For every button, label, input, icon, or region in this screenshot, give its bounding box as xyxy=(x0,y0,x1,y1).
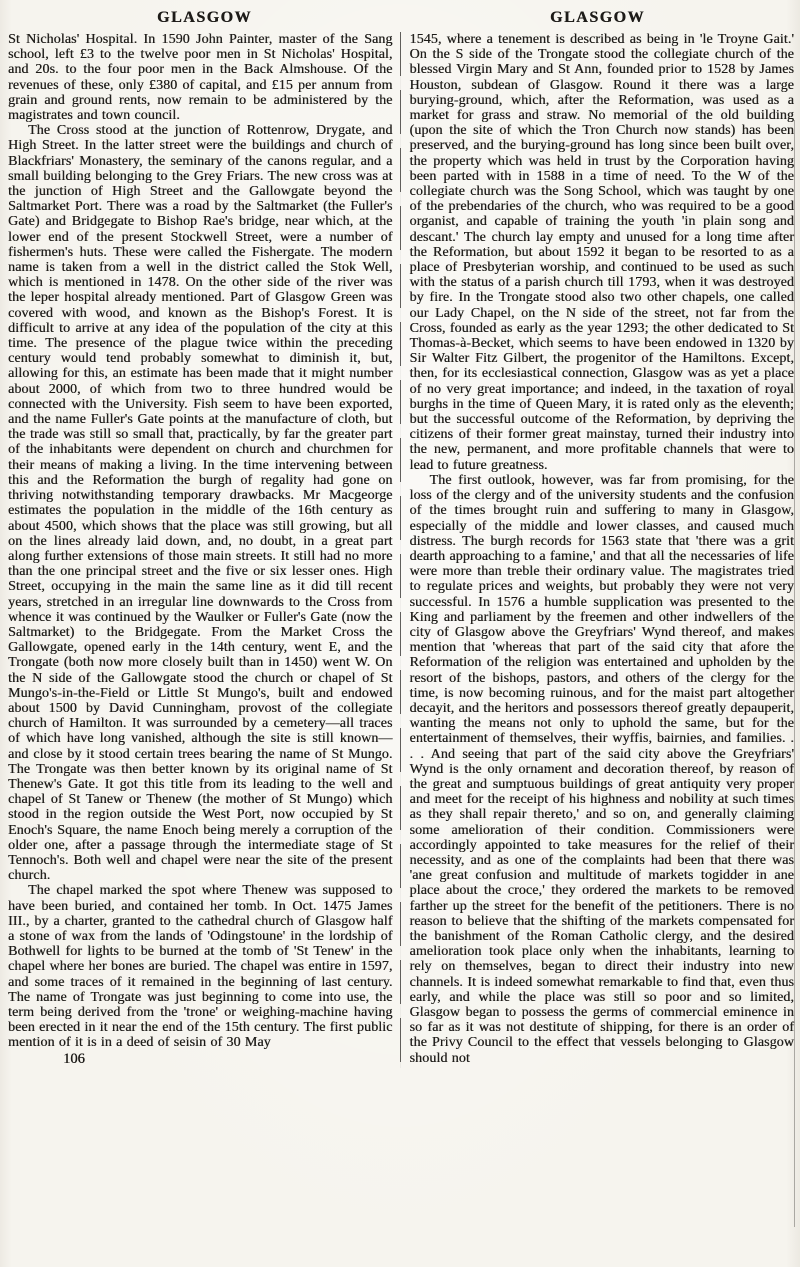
left-column xyxy=(8,32,400,1068)
paragraph: The chapel marked the spot where Thenew was supposed to have been buried, and contained her tomb. In Oct. 1475 James III., by a charter, granted to the cathedral church of Glasgow half a stone of wax from the lands of 'Odingstoune' in the lordship of Bothwell for lights to be burned at the tomb of 'St Tenew' in the chapel where her bones are buried. The chapel was entire in 1597, and some traces of it remained in the beginning of last century. The name of Trongate was just beginning to come into use, the term being derived from the 'trone' or weighing-machine having been erected in it near the end of the 15th century. The first public mention of it is in a deed of seisin of 30 May xyxy=(8,883,393,1051)
paragraph: The first outlook, however, was far from promising, for the loss of the clergy and of the university students and the confusion of the times brought ruin and suffering to many in Glasgow, especially of the middle and lower classes, and caused much distress. The burgh records for 1563 state that 'there was a grit dearth approaching to a famine,' and that all the necessaries of life were more than treble their ordinary value. The magistrates tried to regulate prices and weights, but probably they were not very successful. In 1576 a humble supplication was presented to the King and parliament by the freemen and other indwellers of the city of Glasgow above the Greyfriars' Wynd thereof, and makes mention that 'whereas that part of the said city that afore the Reformation of the religion was entertained and upholden by the resort of the bishops, pastors, and others of the clergy for the time, is now becoming ruinous, and for the maist part altogether decayit, and the heritors and possessors thereof greatly depauperit, wanting the means not only to uphold the same, but for the entertainment of themselves, their wyffis, bairnies, and families. . . . And seeing that part of the said city above the Greyfriars' Wynd is the only ornament and decoration thereof, by reason of the great and sumptuous buildings of great antiquity very proper and meet for the receipt of his highness and nobility at such times as they shall repair thereto,' and so on, and generally claiming some amelioration of their condition. Commissioners were accordingly appointed to take measures for the relief of their necessity, and as one of the complaints had been that there was 'ane great confusion and multitude of markets togidder in ane place about the croce,' they ordered the markets to be removed farther up the street for the benefit of the petitioners. There is no reason to believe that the shifting of the markets compensated for the banishment of the Roman Catholic clergy, and the desired amelioration took place only when the inhabitants, learning to rely on themselves, began to direct their industry into new channels. It is indeed somewhat remarkable to find that, even thus early, and while the place was still so poor and so limited, Glasgow began to possess the germs of commercial eminence in so far as it was not destitute of shipping, for there is an order of the Privy Council to the effect that vessels belonging to Glasgow should not xyxy=(409,472,794,1066)
page-number: 106 xyxy=(63,1050,85,1067)
running-heads xyxy=(0,0,800,29)
paragraph: St Nicholas' Hospital. In 1590 John Painter, master of the Sang school, left £3 to the twelve poor men in St Nicholas' Hospital, and 20s. to the four poor men in the Back Almshouse. Of the revenues of these, only £380 of capital, and £15 per annum from grain and ground rents, now remain to be administered by the magistrates and town council. xyxy=(8,32,393,124)
page-body xyxy=(0,29,800,1068)
paragraph: 1545, where a tenement is described as being in 'le Troyne Gait.' On the S side of the Trongate stood the collegiate church of the blessed Virgin Mary and St Ann, founded prior to 1528 by James Houston, subdean of Glasgow. Round it there was a large burying-ground, which, after the Reformation, was used as a market for grass and straw. No memorial of the old building (upon the site of which the Tron Church now stands) has been preserved, and the burying-ground has long since been built over, the property which was held in trust by the Corporation having been parted with in 1588 in a time of need. To the W of the collegiate church was the Song School, which was taught by one of the prebendaries of the church, who was required to be a good organist, and capable of training the youth 'in plain song and descant.' The church lay empty and unused for a long time after the Reformation, but about 1592 it began to be resorted to as a place of Presbyterian worship, and continued to be used as such with the status of a parish church till 1793, when it was destroyed by fire. In the Trongate stood also two other chapels, one called our Lady Chapel, on the N side of the street, not far from the Cross, founded as early as the year 1293; the other dedicated to St Thomas-à-Becket, which seems to have been endowed in 1320 by Sir Walter Fitz Gilbert, the progenitor of the Hamiltons. Except, then, for its ecclesiastical connection, Glasgow was as yet a place of no very great importance; and indeed, in the taxation of royal burghs in the time of Queen Mary, it is rated only as the eleventh; but the successful outcome of the Reformation, by depriving the citizens of their former great mainstay, turned their industry into the new, permanent, and more profitable channels that were to lead to future greatness. xyxy=(409,32,794,473)
paragraph: The Cross stood at the junction of Rottenrow, Drygate, and High Street. In the latter street were the buildings and church of Blackfriars' Monastery, the seminary of the canons regular, and a small building belonging to the Grey Friars. The new cross was at the junction of High Street and the Gallowgate beyond the Saltmarket Port. There was a road by the Saltmarket (the Fuller's Gate) and Bridgegate to Bishop Rae's bridge, near which, at the lower end of the present Stockwell Street, were a number of fishermen's huts. These were called the Fishergate. The modern name is taken from a well in the district called the Stok Well, which is mentioned in 1478. On the other side of the river was the leper hospital already mentioned. Part of Glasgow Green was covered with wood, and known as the Bishop's Forest. It is difficult to arrive at any idea of the population of the city at this time. The presence of the plague twice within the preceding century would tend probably somewhat to diminish it, but, allowing for this, an estimate has been made that it might number about 2000, of which from two to three hundred would be connected with the University. Fish seem to have been exported, and the name Fuller's Gate points at the manufacture of cloth, but the trade was still so small that, practically, by far the greater part of the inhabitants were dependent on church and churchmen for their means of making a living. In the time intervening between this and the Reformation the burgh of regality had gone on thriving notwithstanding temporary drawbacks. Mr Macgeorge estimates the population in the middle of the 16th century as about 4500, which shows that the place was still growing, but all on the lines already laid down, and, no doubt, in a great part along further extensions of those main streets. It still had no more than the one principal street and the five or six lesser ones. High Street, occupying in the main the same line as it did till recent years, stretched in an irregular line downwards to the Cross from whence it was continued by the Waulker or Fuller's Gate (now the Saltmarket) to the Bridgegate. From the Market Cross the Gallowgate, opened early in the 14th century, went E, and the Trongate (both now more closely built than in 1450) went W. On the N side of the Gallowgate stood the church or chapel of St Mungo's-in-the-Field or Little St Mungo's, built and endowed about 1500 by David Cunningham, provost of the collegiate church of Hamilton. It was surrounded by a cemetery—all traces of which have long vanished, although the site is still known—and close by it stood certain trees bearing the name of St Mungo. The Trongate was then better known by its original name of St Thenew's Gate. It got this title from its leading to the well and chapel of St Tanew or Thenew (the mother of St Mungo) which stood in the region outside the West Port, now occupied by St Enoch's Square, the name Enoch being merely a corruption of the older one, after a passage through the intermediate stage of St Tennoch's. Both well and chapel were near the site of the present church. xyxy=(8,123,393,884)
running-head-right: GLASGOW xyxy=(550,9,645,26)
right-column xyxy=(401,32,795,1068)
running-head-left: GLASGOW xyxy=(157,9,252,26)
